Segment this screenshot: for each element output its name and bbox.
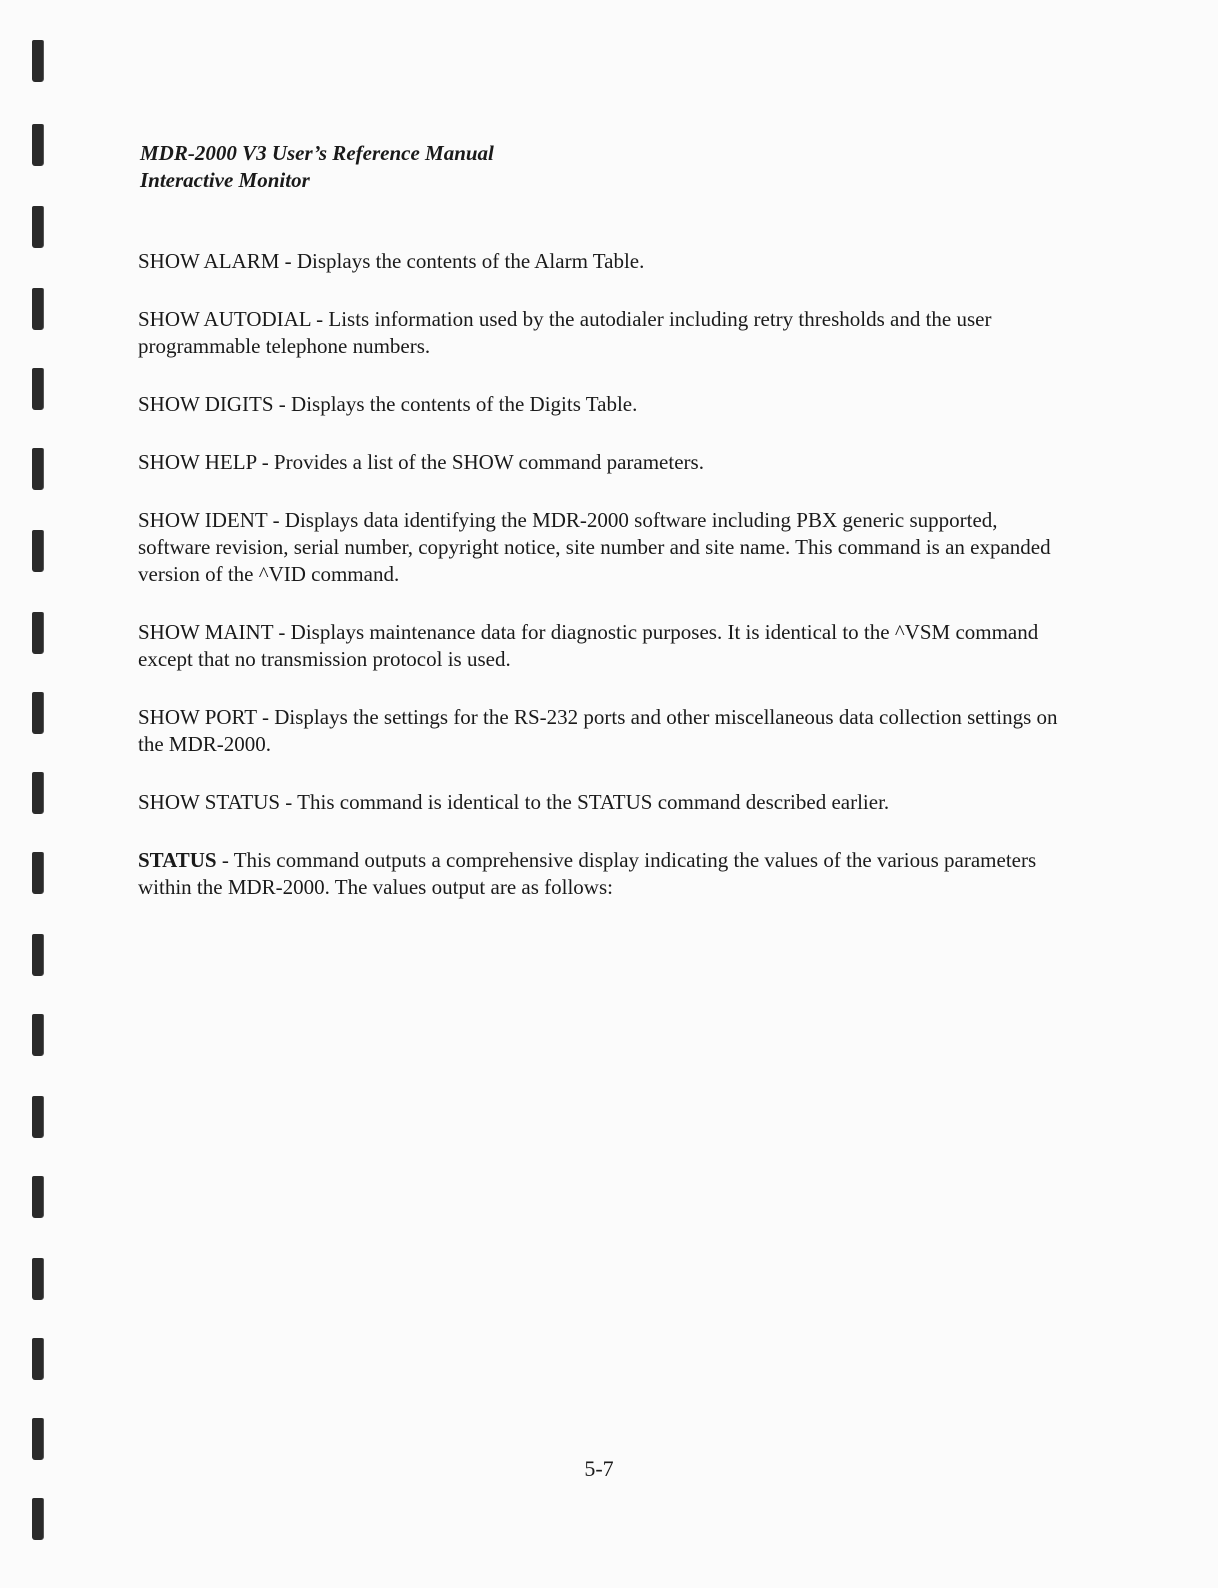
binding-hole-icon [32, 772, 43, 814]
running-header [140, 140, 494, 194]
command-term: SHOW ALARM [138, 249, 280, 273]
binding-hole-icon [32, 1014, 43, 1056]
command-description: - This command is identical to the STATUS command described earlier. [280, 790, 890, 814]
manual-title: MDR-2000 V3 User’s Reference Manual [140, 141, 494, 165]
command-term: SHOW IDENT [138, 508, 268, 532]
binding-hole-icon [32, 1096, 43, 1138]
command-description: - Displays maintenance data for diagnostic purposes. It is identical to the ^VSM command except that no transmission protocol is used. [138, 620, 1039, 671]
spiral-binding [26, 40, 50, 1570]
binding-hole-icon [32, 934, 43, 976]
page-footer [0, 1456, 1218, 1482]
command-description: - Displays the contents of the Alarm Table. [279, 249, 645, 273]
command-term: SHOW MAINT [138, 620, 274, 644]
command-description: - This command outputs a comprehensive display indicating the values of the various parameters within the MDR-2000. The values output are as follows: [138, 848, 1037, 899]
command-entry [138, 619, 1058, 673]
command-description: - Displays the settings for the RS-232 ports and other miscellaneous data collection settings on the MDR-2000. [138, 705, 1058, 756]
binding-hole-icon [32, 530, 43, 572]
command-entry [138, 789, 1058, 816]
binding-hole-icon [32, 1258, 43, 1300]
command-entry [138, 449, 1058, 476]
command-term: SHOW DIGITS [138, 392, 274, 416]
section-title: Interactive Monitor [140, 168, 310, 192]
binding-hole-icon [32, 1498, 43, 1540]
binding-hole-icon [32, 1176, 43, 1218]
command-description: - Displays the contents of the Digits Table. [273, 392, 638, 416]
binding-hole-icon [32, 288, 43, 330]
binding-hole-icon [32, 448, 43, 490]
command-term: SHOW PORT [138, 705, 257, 729]
command-term: SHOW HELP [138, 450, 257, 474]
binding-hole-icon [32, 368, 43, 410]
command-description: - Lists information used by the autodialer including retry thresholds and the user programmable telephone numbers. [138, 307, 992, 358]
command-entry [138, 391, 1058, 418]
binding-hole-icon [32, 40, 43, 82]
binding-hole-icon [32, 1418, 43, 1460]
binding-hole-icon [32, 1338, 43, 1380]
command-term: STATUS [138, 848, 217, 872]
command-list [138, 248, 1058, 932]
command-term: SHOW AUTODIAL [138, 307, 311, 331]
command-entry [138, 704, 1058, 758]
binding-hole-icon [32, 124, 43, 166]
command-entry [138, 847, 1058, 901]
binding-hole-icon [32, 612, 43, 654]
command-description: - Displays data identifying the MDR-2000 software including PBX generic supported, software revision, serial number, copyright notice, site number and site name. This command is an expanded version of the ^VID command. [138, 508, 1051, 586]
command-entry [138, 306, 1058, 360]
command-entry [138, 248, 1058, 275]
page-number: 5-7 [584, 1456, 614, 1481]
command-entry [138, 507, 1058, 588]
command-description: - Provides a list of the SHOW command parameters. [256, 450, 704, 474]
binding-hole-icon [32, 852, 43, 894]
binding-hole-icon [32, 206, 43, 248]
command-term: SHOW STATUS [138, 790, 281, 814]
binding-hole-icon [32, 692, 43, 734]
